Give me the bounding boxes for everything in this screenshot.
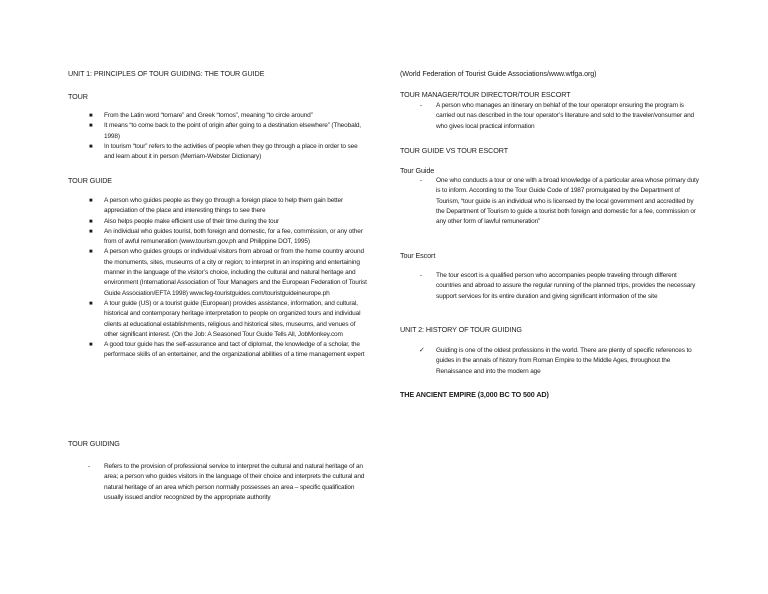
tour-heading: TOUR	[68, 92, 88, 101]
unit-1-title: UNIT 1: PRINCIPLES OF TOUR GUIDING: THE TOUR GUIDE	[68, 69, 265, 78]
checkmark-icon: ✓	[419, 347, 425, 354]
guide-vs-escort-heading: TOUR GUIDE VS TOUR ESCORT	[400, 146, 508, 155]
bullet-icon: ■	[89, 300, 93, 307]
list-item: - Refers to the provision of professional service to interpret the cultural and natural heritage of an area; a person who guides visitors in the language of their choice and interprets the cultural and natural heritage of an area which person normally possesses an area – specific qualification usually issued and/or recognized by the appropriate authority	[88, 463, 365, 501]
dash-icon: -	[420, 272, 423, 279]
bullet-icon: ■	[89, 342, 93, 349]
tour-escort-label: Tour Escort	[400, 251, 436, 260]
list-item: ■ In tourism “tour” refers to the activities of people when they go through a place in order to see and learn about it in person (Merriam-Webster Dictionary)	[89, 142, 358, 161]
list-item: ■ From the Latin word “tornare” and Greek “tornos”, meaning “to circle around”	[68, 111, 368, 121]
list-item: ✓ Guiding is one of the oldest professions in the world. There are plenty of specific references to guides in the annals of history from Roman Empire to the Middle Ages, throughout the Renaissance and into the modern age	[419, 347, 692, 375]
tour-manager-heading: TOUR MANAGER/TOUR DIRECTOR/TOUR ESCORT	[400, 90, 571, 99]
tour-escort-list	[400, 271, 700, 302]
dash-icon: -	[420, 102, 423, 109]
tour-guiding-list	[68, 462, 368, 503]
bullet-icon: ■	[89, 198, 93, 204]
list-item: ■ It means “to come back to the point of origin after going to a destination elsewhere” (Theobald, 1998)	[89, 122, 361, 140]
bullet-icon: ■	[89, 143, 93, 150]
list-item: - One who conducts a tour or one with a broad knowledge of a particular area whose primary duty is to inform. According to the Tour Guide Code of 1987 promulgated by the Department of Tourism, “tour guide is an individual who is licensed by the local government and accredited by the Department of Tourism to guide a tourist both foreign and domestic for a fee, commission or any other form of lawful remuneration”	[420, 177, 699, 226]
list-item: - A person who manages an itinerary on behlaf of the tour operatopr ensuring the program is carried out nas described in the tour operator’s literature and sold to the traveler/vonsumer and who gives local practical information	[420, 102, 695, 130]
list-item: ■ An individual who guides tourist, both foreign and domestic, for a fee, commission, or any other from of awful remuneration (www.tourism.gov.ph and Philippine DOT, 1995)	[89, 227, 363, 246]
dash-icon: -	[88, 463, 91, 470]
tour-guide-definition-list	[400, 176, 700, 227]
bullet-icon: ■	[89, 123, 93, 130]
tour-guide-heading: TOUR GUIDE	[68, 176, 112, 185]
tour-guide-label: Tour Guide	[400, 166, 435, 175]
source-line: (World Federation of Tourist Guide Associations/www.wtfga.org)	[400, 69, 597, 78]
bullet-icon: ■	[89, 218, 93, 225]
list-item: ■ A tour guide (US) or a tourist guide (European) provides assistance, information, and cultural, historical and contemporary heritage interpretation to people on organized tours and individual clients at educational establishments, religious and historical sites, museums, and venues of other significant interest. (On the Job: A Seasoned Tour Guide Tells All, JobMonkey.com	[89, 299, 361, 338]
list-item: ■ A good tour guide has the self-assurance and tact of diplomat, the knowledge of a scholar, the performace skills of an entertainer, and the organizational abilities of a time management expert	[89, 341, 365, 359]
unit-2-list	[400, 346, 700, 377]
bullet-icon: ■	[89, 249, 93, 256]
unit-2-title: UNIT 2: HISTORY OF TOUR GUIDING	[400, 325, 522, 334]
dash-icon: -	[420, 177, 423, 184]
tour-guide-list	[68, 196, 368, 361]
bullet-icon: ■	[89, 228, 93, 235]
ancient-empire-heading: THE ANCIENT EMPIRE (3,000 BC TO 500 AD)	[400, 390, 549, 399]
tour-list	[68, 111, 368, 162]
list-item: - The tour escort is a qualified person who accompanies people traveling through different countries and abroad to assure the regular running of the planned trips, provides the necessary support services for its entire duration and giving significant information of the site	[420, 272, 696, 300]
bullet-icon: ■	[89, 113, 93, 119]
tour-guiding-heading: TOUR GUIDING	[68, 439, 120, 448]
list-item: ■ A person who guides groups or individual visitors from abroad or from the home country around the monuments, sites, museums of a city or region; to interpret in an inspiring and entertaining manner in the language of the visitor’s choice, including the cultural and natural heritage and environment (International Association of Tour Managers and the European Federation of Tourist Guide Association/EFTA 1998) www.feg-touristguides.com/touristguideineurope.ph	[89, 248, 367, 297]
tour-manager-list	[400, 101, 700, 132]
list-item: ■ Also helps people make efficient use of their time during the tour	[68, 217, 368, 227]
list-item: ■ A person who guides people as they go through a foreign place to help them gain better appreciation of the place and interesting things to see there	[89, 197, 343, 215]
